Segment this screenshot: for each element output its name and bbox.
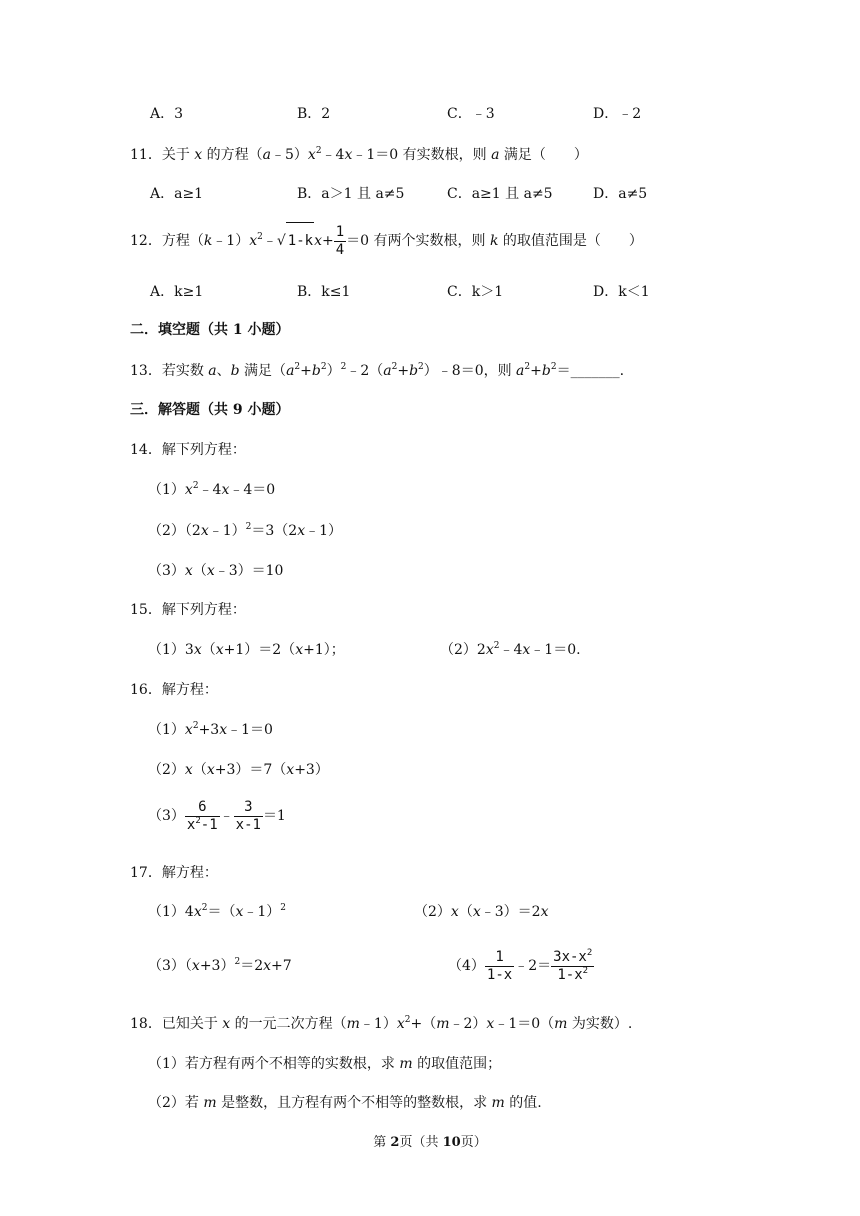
question-14: 14．解下列方程： bbox=[130, 442, 246, 458]
q16-part-3: （3） $\frac{6}{x^2-1}$ ﹣ $\frac{3}{x-1}$ ＝1 bbox=[148, 798, 286, 833]
fraction-one-quarter: $\frac{1}{4}$ bbox=[335, 223, 345, 258]
q14-part-1: $(1)x^2﹣4x﹣4=0$ bbox=[148, 481, 276, 498]
q18-part-2: （2）若 m 是整数，且方程有两个不相等的整数根，求 m 的值. bbox=[148, 1095, 542, 1111]
q15-part-2: $(2)2x^2﹣4x﹣1=0$. bbox=[440, 641, 581, 658]
q14-part-2: （2）（2x﹣1）$^2$＝3（2x﹣1） bbox=[148, 522, 343, 539]
question-11: 11．关于 x 的方程$(a﹣5)x^2﹣4x﹣1=0$ 有实数根，则 a 满足（ ） bbox=[130, 146, 588, 163]
q10-option-d: D．﹣2 bbox=[593, 106, 642, 122]
q12-option-a: A．k≥1 bbox=[150, 284, 204, 300]
page-footer: 第 2页（共 10页） bbox=[373, 1135, 487, 1150]
q11-option-a: A．a≥1 bbox=[150, 186, 204, 202]
q12-option-d: D．k＜1 bbox=[593, 284, 650, 300]
q18-part-1: （1）若方程有两个不相等的实数根，求 m 的取值范围； bbox=[148, 1056, 502, 1072]
question-17: 17．解方程： bbox=[130, 865, 218, 881]
q14-part-3: （3）x（x﹣3）＝10 bbox=[148, 563, 284, 579]
q15-part-1: （1）3x（x+1）＝2（x+1）； bbox=[148, 642, 345, 658]
q17-part-4: （4） $\frac{1}{1-x}$ ﹣2＝ $\frac{3x-x^2}{1-x^2}$ bbox=[448, 947, 593, 983]
q17-part-2: （2）x（x﹣3）＝2x bbox=[414, 904, 549, 920]
q10-option-b: B．2 bbox=[297, 106, 331, 122]
q10-option-c: C．﹣3 bbox=[447, 106, 495, 122]
q12-option-c: C．k＞1 bbox=[447, 284, 504, 300]
q11-option-c: C．a≥1 且 a≠5 bbox=[447, 186, 553, 202]
question-12: 12．方程$(k﹣1)x^2﹣√$ 1-kx+ $\frac{1}{4}$ ＝0 有两个实数根，则 k 的取值范围是（ ） bbox=[130, 223, 643, 258]
fraction-3x-x2-over-1-x2: $\frac{3x-x^2}{1-x^2}$ bbox=[553, 947, 593, 983]
question-18: 18．已知关于 x 的一元二次方程$(m﹣1)x^2+(m﹣2)x﹣1=0(m$ 为实数）. bbox=[130, 1015, 633, 1032]
q11-option-d: D．a≠5 bbox=[593, 186, 648, 202]
q11-option-b: B．a＞1 且 a≠5 bbox=[297, 186, 405, 202]
question-16: 16．解方程： bbox=[130, 682, 218, 698]
sqrt-expression: √ 1-k bbox=[277, 222, 314, 259]
q10-option-a: A．3 bbox=[150, 106, 184, 122]
fraction-3-over-x-1: $\frac{3}{x-1}$ bbox=[235, 798, 261, 833]
q17-part-1: $(1)4x^2=(x﹣1)^2$ bbox=[148, 903, 287, 920]
fraction-1-over-1-x: $\frac{1}{1-x}$ bbox=[486, 948, 513, 983]
fraction-6-over-x2-1: $\frac{6}{x^2-1}$ bbox=[186, 798, 218, 833]
q12-option-b: B．k≤1 bbox=[297, 284, 351, 300]
question-13: 13．若实数 a、b 满足$(a^2+b^2)^2﹣2(a^2+b^2)﹣8=0$，则 $a^2+b^2=\_\_\_\_\_\_\_$. bbox=[130, 362, 625, 379]
section-fill-blank-heading: 二．填空题（共 1 小题） bbox=[130, 322, 290, 338]
section-solve-heading: 三．解答题（共 9 小题） bbox=[130, 402, 290, 418]
q17-part-3: $(3)(x+3)^2=2x+7$ bbox=[148, 957, 292, 974]
q16-part-2: （2）x（x+3）＝7（x+3） bbox=[148, 762, 329, 778]
q16-part-1: $(1)x^2+3x﹣1=0$ bbox=[148, 721, 273, 738]
question-15: 15．解下列方程： bbox=[130, 602, 246, 618]
